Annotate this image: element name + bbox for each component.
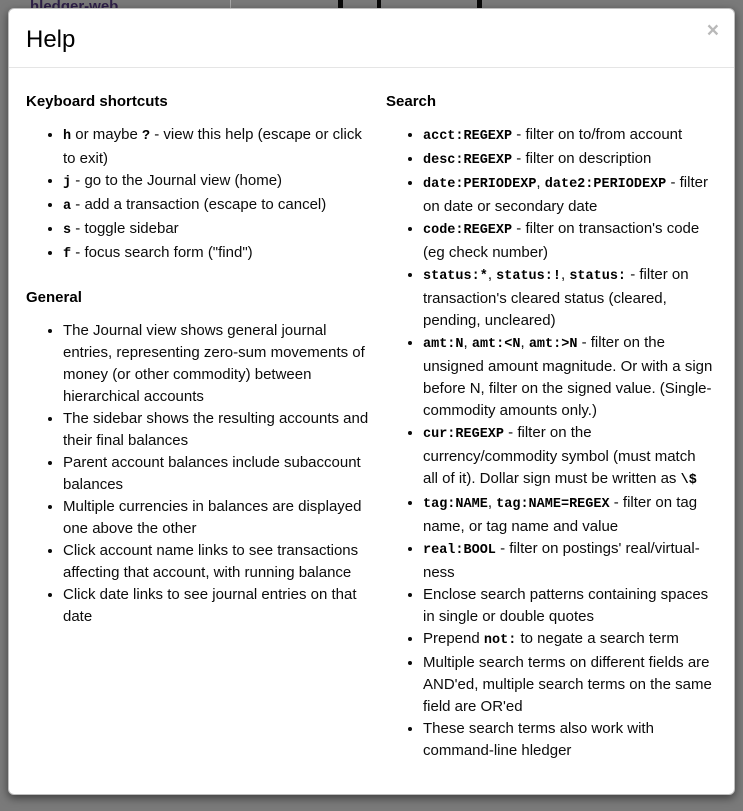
code-span: a [63, 199, 72, 214]
close-icon[interactable]: × [706, 19, 719, 42]
list-item: • cur:REGEXP - filter on the currency/commodity symbol (must match all of it). Dollar sign must be written as \$ [423, 422, 714, 492]
list-item: • Multiple currencies in balances are displayed one above the other [63, 496, 370, 540]
section-heading-keyboard-shortcuts: Keyboard shortcuts [26, 93, 168, 110]
section-heading-search: Search [386, 93, 437, 110]
code-span: amt:>N [528, 337, 578, 352]
list-item: • h or maybe ? - view this help (escape or click to exit) [63, 124, 370, 170]
list-item: • The sidebar shows the resulting accounts and their final balances [63, 408, 370, 452]
code-span: cur:REGEXP [423, 427, 505, 442]
list-item: • f - focus search form ("find") [63, 242, 370, 266]
code-span: tag:NAME=REGEX [496, 497, 610, 512]
code-span: date:PERIODEXP [423, 177, 537, 192]
list-item: • amt:N, amt:<N, amt:>N - filter on the unsigned amount magnitude. Or with a sign before N, filter on the signed value. (Single-commodity amounts only.) [423, 332, 714, 422]
code-span: real:BOOL [423, 543, 496, 558]
code-span: j [63, 175, 72, 190]
help-modal [8, 8, 735, 795]
left-column [26, 86, 370, 784]
list-item: • The Journal view shows general journal entries, representing zero-sum movements of money (or other commodity) between hierarchical accounts [63, 320, 370, 408]
list-item: • status:*, status:!, status: - filter on transaction's cleared status (cleared, pending, uncleared) [423, 264, 714, 332]
list-item: • Click date links to see journal entries on that date [63, 584, 370, 628]
list-item: • tag:NAME, tag:NAME=REGEX - filter on tag name, or tag name and value [423, 492, 714, 538]
list-item: • Enclose search patterns containing spaces in single or double quotes [423, 584, 714, 628]
list-item: • code:REGEXP - filter on transaction's code (eg check number) [423, 218, 714, 264]
list-item: • j - go to the Journal view (home) [63, 170, 370, 194]
list-item: • s - toggle sidebar [63, 218, 370, 242]
list-item: • date:PERIODEXP, date2:PERIODEXP - filter on date or secondary date [423, 172, 714, 218]
code-span: f [63, 247, 72, 262]
list-item: • Multiple search terms on different fields are AND'ed, multiple search terms on the same field are OR'ed [423, 652, 714, 718]
code-span: h [63, 129, 72, 144]
code-span: status:* [423, 269, 488, 284]
code-span: acct:REGEXP [423, 129, 513, 144]
list-item: • a - add a transaction (escape to cancel) [63, 194, 370, 218]
list-item: • Prepend not: to negate a search term [423, 628, 714, 652]
code-span: status: [569, 269, 627, 284]
code-span: s [63, 223, 72, 238]
search-list [386, 124, 714, 762]
code-span: amt:N [423, 337, 464, 352]
code-span: not: [483, 633, 517, 648]
modal-header [9, 9, 734, 68]
list-item: • desc:REGEXP - filter on description [423, 148, 714, 172]
code-span: tag:NAME [423, 497, 488, 512]
list-item: • real:BOOL - filter on postings' real/virtual-ness [423, 538, 714, 584]
code-span: amt:<N [471, 337, 521, 352]
right-column [386, 86, 714, 784]
code-span: code:REGEXP [423, 223, 513, 238]
code-span: \$ [680, 473, 697, 488]
list-item: • Parent account balances include subaccount balances [63, 452, 370, 496]
list-item: • acct:REGEXP - filter on to/from account [423, 124, 714, 148]
modal-title: Help [26, 26, 76, 53]
keyboard-shortcuts-list [26, 124, 370, 266]
general-list [26, 320, 370, 628]
modal-body [9, 68, 734, 784]
code-span: date2:PERIODEXP [544, 177, 667, 192]
code-span: status:! [496, 269, 561, 284]
list-item: • These search terms also work with command-line hledger [423, 718, 714, 762]
section-heading-general: General [26, 289, 82, 306]
list-item: • Click account name links to see transactions affecting that account, with running balance [63, 540, 370, 584]
code-span: desc:REGEXP [423, 153, 513, 168]
code-span: ? [141, 129, 151, 144]
